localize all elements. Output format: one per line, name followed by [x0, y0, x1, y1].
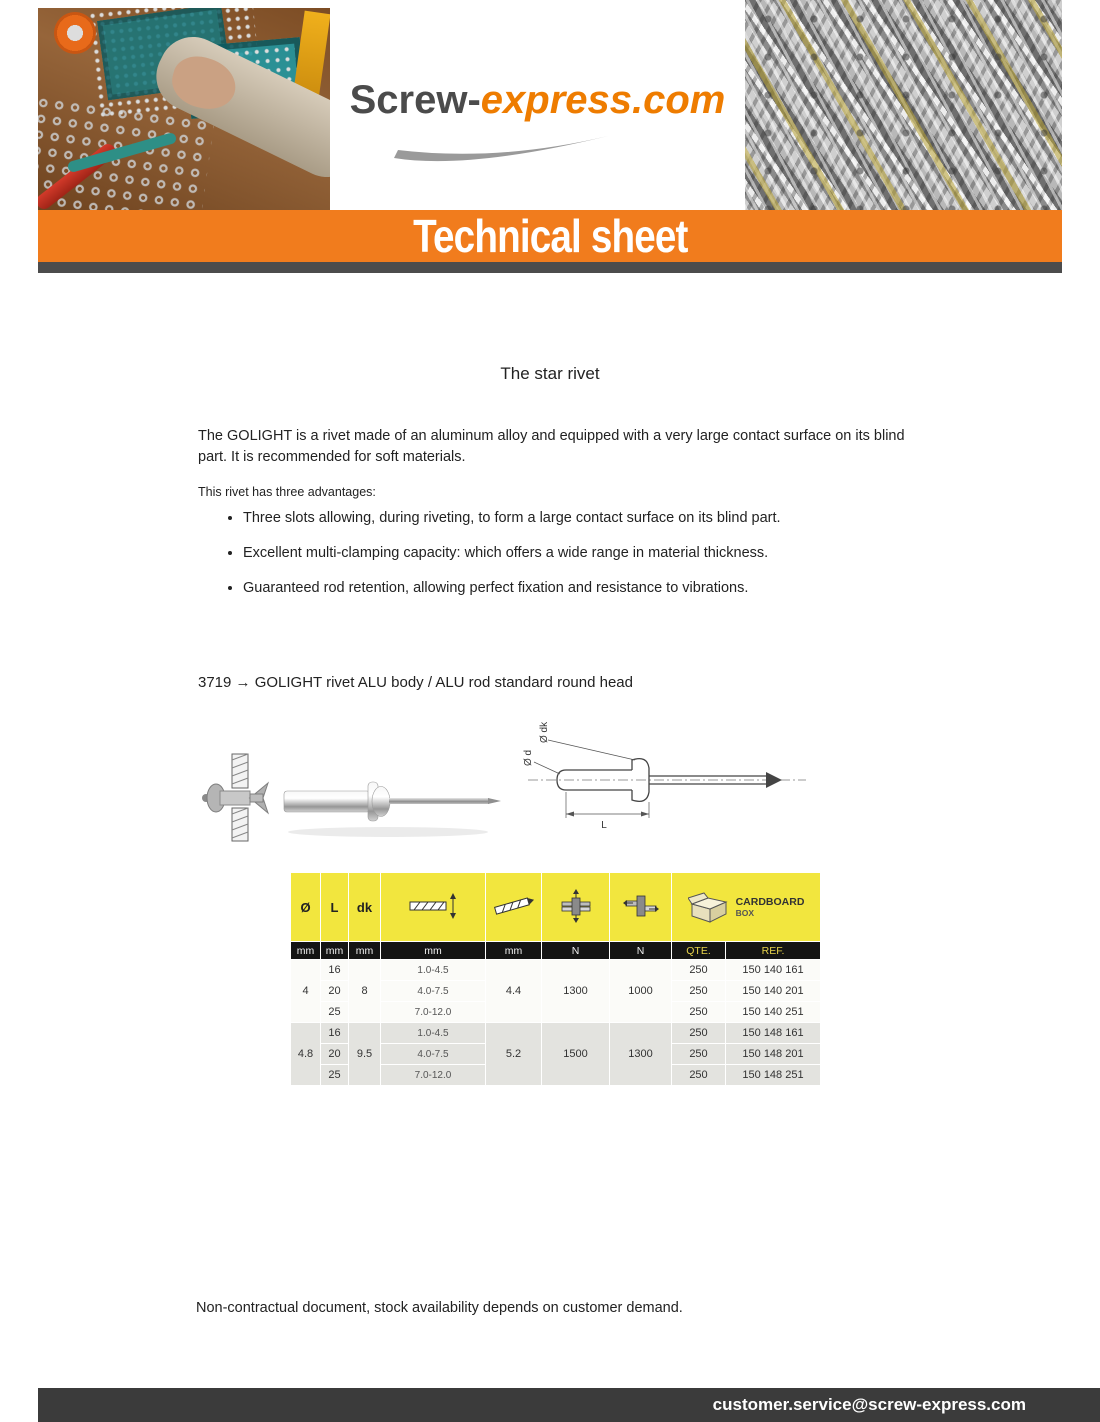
spec-cell: 250 [672, 1044, 726, 1065]
spec-row [291, 960, 821, 981]
spec-cell: 20 [321, 1044, 349, 1065]
col-head-diameter: dk [349, 873, 381, 942]
unit-cell: mm [486, 942, 542, 960]
spec-cell: 250 [672, 1023, 726, 1044]
rivet-photo-figure [276, 760, 511, 850]
dim-label-dk: Ø dk [539, 721, 550, 743]
disclaimer-note: Non-contractual document, stock availability depends on customer demand. [196, 1300, 683, 1316]
spec-cell: 150 140 201 [726, 981, 821, 1002]
screws-pile-photo [745, 0, 1062, 210]
drill-bit-icon [486, 873, 542, 942]
workbench-photo [38, 8, 330, 210]
table-units-row [291, 942, 821, 960]
spec-cell: 7.0-12.0 [381, 1065, 486, 1086]
footer-bar [38, 1388, 1100, 1422]
spec-cell: 1000 [610, 960, 672, 1023]
spec-cell: 1.0-4.5 [381, 1023, 486, 1044]
unit-cell: mm [349, 942, 381, 960]
spec-cell: 8 [349, 960, 381, 1023]
spec-cell: 1.0-4.5 [381, 960, 486, 981]
spec-cell: 4.4 [486, 960, 542, 1023]
advantage-item: • Excellent multi-clamping capacity: which offers a wide range in material thickness. [243, 545, 933, 561]
spec-cell: 9.5 [349, 1023, 381, 1086]
spec-cell: 150 148 251 [726, 1065, 821, 1086]
spec-cell: 150 140 251 [726, 1002, 821, 1023]
box-label: BOX [735, 908, 754, 918]
tensile-strength-icon [542, 873, 610, 942]
dim-label-d: Ø d [523, 749, 534, 766]
spec-cell: 250 [672, 1002, 726, 1023]
unit-cell-qty: QTE. [672, 942, 726, 960]
unit-cell: mm [291, 942, 321, 960]
table-header-row [291, 873, 821, 942]
spec-cell: 16 [321, 1023, 349, 1044]
grip-range-icon [381, 873, 486, 942]
advantage-item: • Three slots allowing, during riveting, to form a large contact surface on its blind part. [243, 510, 933, 526]
spec-cell: 4.8 [291, 1023, 321, 1086]
spec-cell: 20 [321, 981, 349, 1002]
spec-cell: 4 [291, 960, 321, 1023]
spec-cell: 250 [672, 1065, 726, 1086]
advantages-label: This rivet has three advantages: [198, 485, 376, 499]
spec-cell: 7.0-12.0 [381, 1002, 486, 1023]
spec-cell: 1300 [542, 960, 610, 1023]
banner [38, 210, 1062, 262]
spec-cell: 150 140 161 [726, 960, 821, 981]
logo-text-screw: Screw- [349, 78, 481, 122]
spec-cell: 1300 [610, 1023, 672, 1086]
logo-text-express: express.com [480, 78, 726, 122]
spec-table-body [291, 960, 821, 1086]
spec-cell: 16 [321, 960, 349, 981]
unit-cell: N [610, 942, 672, 960]
advantages-list [225, 510, 933, 615]
spec-table [290, 872, 821, 1086]
unit-cell-ref: REF. [726, 942, 821, 960]
contact-email: customer.service@screw-express.com [712, 1395, 1026, 1414]
rivet-technical-drawing [514, 710, 814, 850]
spec-row [291, 1023, 821, 1044]
spec-cell: 250 [672, 960, 726, 981]
shear-strength-icon [610, 873, 672, 942]
product-line: 3719 → GOLIGHT rivet ALU body / ALU rod standard round head [198, 674, 633, 691]
unit-cell: N [542, 942, 610, 960]
spec-cell: 25 [321, 1002, 349, 1023]
screw-heads-texture [745, 0, 1062, 210]
rivet-cross-section-figure [176, 750, 286, 850]
unit-cell: mm [381, 942, 486, 960]
spec-cell: 250 [672, 981, 726, 1002]
logo [330, 78, 745, 123]
banner-edge [38, 262, 1062, 273]
spec-cell: 150 148 201 [726, 1044, 821, 1065]
cardboard-label: CARDBOARD [735, 896, 805, 908]
spec-cell: 1500 [542, 1023, 610, 1086]
intro-paragraph: The GOLIGHT is a rivet made of an aluminum alloy and equipped with a very large contact surface on its blind part. It is recommended for soft materials. [198, 428, 905, 466]
cardboard-box-icon [688, 891, 730, 923]
banner-title: Technical sheet [412, 210, 688, 262]
page-title: The star rivet [500, 364, 600, 383]
col-length: L [321, 873, 349, 942]
spec-cell: 25 [321, 1065, 349, 1086]
tape-measure [54, 12, 96, 54]
spec-cell: 4.0-7.5 [381, 1044, 486, 1065]
dim-label-L: L [601, 820, 607, 831]
spec-cell: 5.2 [486, 1023, 542, 1086]
packaging-header [672, 873, 821, 942]
spec-cell: 4.0-7.5 [381, 981, 486, 1002]
col-diameter: Ø [291, 873, 321, 942]
logo-swoosh-graphic [388, 132, 618, 166]
spec-cell: 150 148 161 [726, 1023, 821, 1044]
unit-cell: mm [321, 942, 349, 960]
logo-area [330, 0, 745, 210]
advantage-item: • Guaranteed rod retention, allowing perfect fixation and resistance to vibrations. [243, 580, 933, 596]
